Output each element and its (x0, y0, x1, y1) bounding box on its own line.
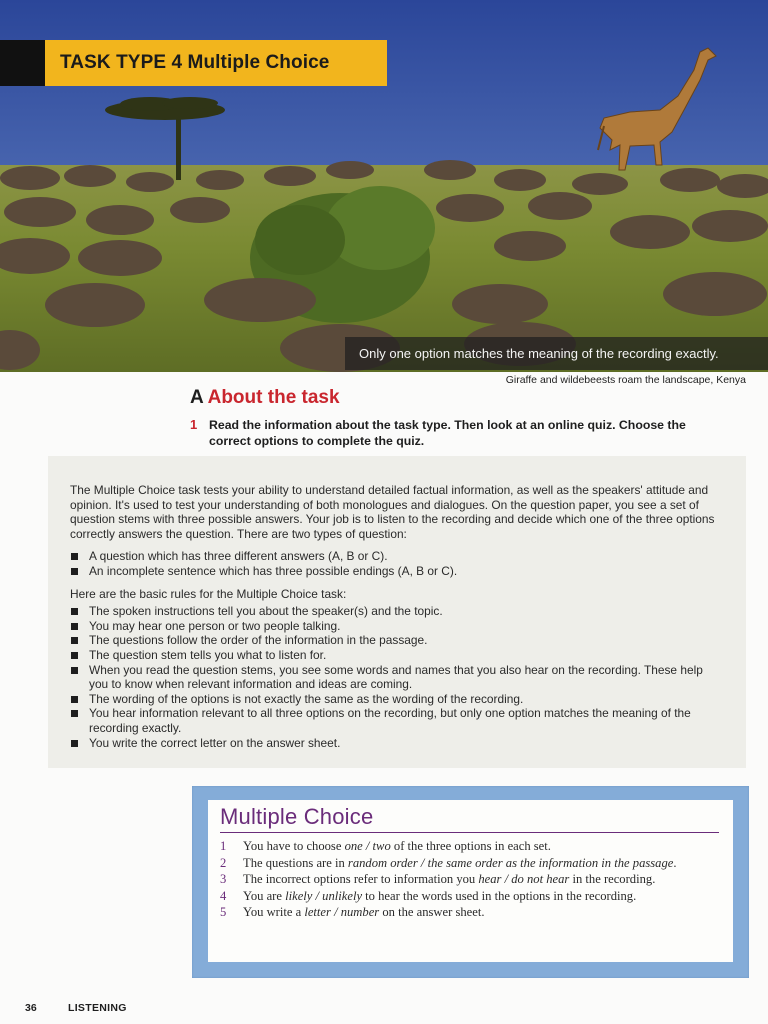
hero-photo (0, 0, 768, 372)
quiz-item (220, 905, 719, 921)
list-item: The wording of the options is not exactly the same as the wording of the recording. (70, 692, 724, 707)
instruction-text: Read the information about the task type. Then look at an online quiz. Choose the correct options to complete the quiz. (209, 418, 686, 448)
quiz-item-text-start: The questions are in (243, 855, 348, 870)
quiz-item-text-end: on the answer sheet. (379, 905, 485, 920)
quiz-option-choice[interactable]: likely / unlikely (285, 888, 363, 903)
quiz-item-number: 2 (220, 855, 227, 870)
quiz-item-text (243, 839, 551, 855)
list-item: You write the correct letter on the answer sheet. (70, 736, 724, 751)
quiz-option-choice[interactable]: one / two (344, 839, 391, 853)
quiz-item-text-end: . (673, 855, 677, 870)
photo-overlay-caption: Only one option matches the meaning of the recording exactly. (345, 337, 768, 370)
quiz-item-text (243, 872, 655, 888)
task-type-title: TASK TYPE 4 Multiple Choice (45, 40, 387, 86)
quiz-item-number: 4 (220, 888, 227, 903)
exercise-instruction (190, 417, 725, 449)
quiz-item (220, 872, 719, 888)
rules-intro: Here are the basic rules for the Multiple Choice task: (70, 586, 347, 601)
question-types-list (70, 549, 724, 578)
list-item: A question which has three different answers (A, B or C). (70, 549, 724, 564)
quiz-item-text-start: The incorrect options refer to information you (243, 872, 479, 887)
list-item: An incomplete sentence which has three possible endings (A, B or C). (70, 564, 724, 579)
quiz-item-number: 1 (220, 839, 227, 853)
quiz-card (192, 786, 749, 978)
quiz-item-text (243, 856, 677, 872)
task-info-box (48, 456, 746, 768)
quiz-item-text-start: You have to choose (243, 839, 345, 853)
list-item: You may hear one person or two people talking. (70, 619, 724, 634)
quiz-item-text (243, 889, 636, 905)
quiz-card-body (208, 800, 733, 962)
quiz-option-choice[interactable]: random order / the same order as the information in the passage (347, 855, 674, 870)
section-name: LISTENING (68, 1002, 127, 1014)
quiz-item-text-end: of the three options in each set. (390, 839, 551, 853)
list-item: You hear information relevant to all three options on the recording, but only one option matches the meaning of the recording exactly. (70, 706, 724, 735)
section-title: About the task (207, 387, 340, 408)
list-item: The question stem tells you what to listen for. (70, 648, 724, 663)
page-number: 36 (25, 1002, 37, 1014)
quiz-item-number: 5 (220, 905, 227, 920)
quiz-item-number: 3 (220, 872, 227, 887)
list-item: The spoken instructions tell you about the speaker(s) and the topic. (70, 604, 724, 619)
task-type-banner (0, 40, 387, 86)
instruction-number: 1 (190, 417, 198, 432)
section-letter: A (190, 387, 204, 408)
quiz-item-text (243, 905, 484, 921)
quiz-item-text-end: to hear the words used in the options in the recording. (362, 888, 637, 903)
quiz-item (220, 839, 719, 855)
info-intro: The Multiple Choice task tests your ability to understand detailed factual information, as well as the speakers' attitude and opinion. It's used to test your understanding of both monologues and dialogues. On the question paper, you see a set of question stems with three possible answers. Your job is to listen to the recording and decide which one of the three options correctly answers the question. There are two types of question: (70, 483, 715, 541)
quiz-list (220, 839, 719, 921)
quiz-title: Multiple Choice (220, 804, 719, 833)
quiz-item (220, 889, 719, 905)
quiz-item-text-start: You are (243, 888, 286, 903)
quiz-item-text-end: in the recording. (569, 872, 656, 887)
list-item: When you read the question stems, you see some words and names that you also hear on the recording. These help you to know when relevant information and ideas are coming. (70, 663, 724, 692)
banner-accent-bar (0, 40, 45, 86)
quiz-option-choice[interactable]: hear / do not hear (478, 872, 570, 887)
list-item: The questions follow the order of the information in the passage. (70, 633, 724, 648)
rules-list (70, 604, 724, 750)
quiz-option-choice[interactable]: letter / number (304, 905, 380, 920)
photo-credit: Giraffe and wildebeests roam the landscape, Kenya (505, 374, 746, 386)
quiz-item (220, 856, 719, 872)
section-heading (190, 387, 340, 409)
quiz-item-text-start: You write a (243, 905, 305, 920)
